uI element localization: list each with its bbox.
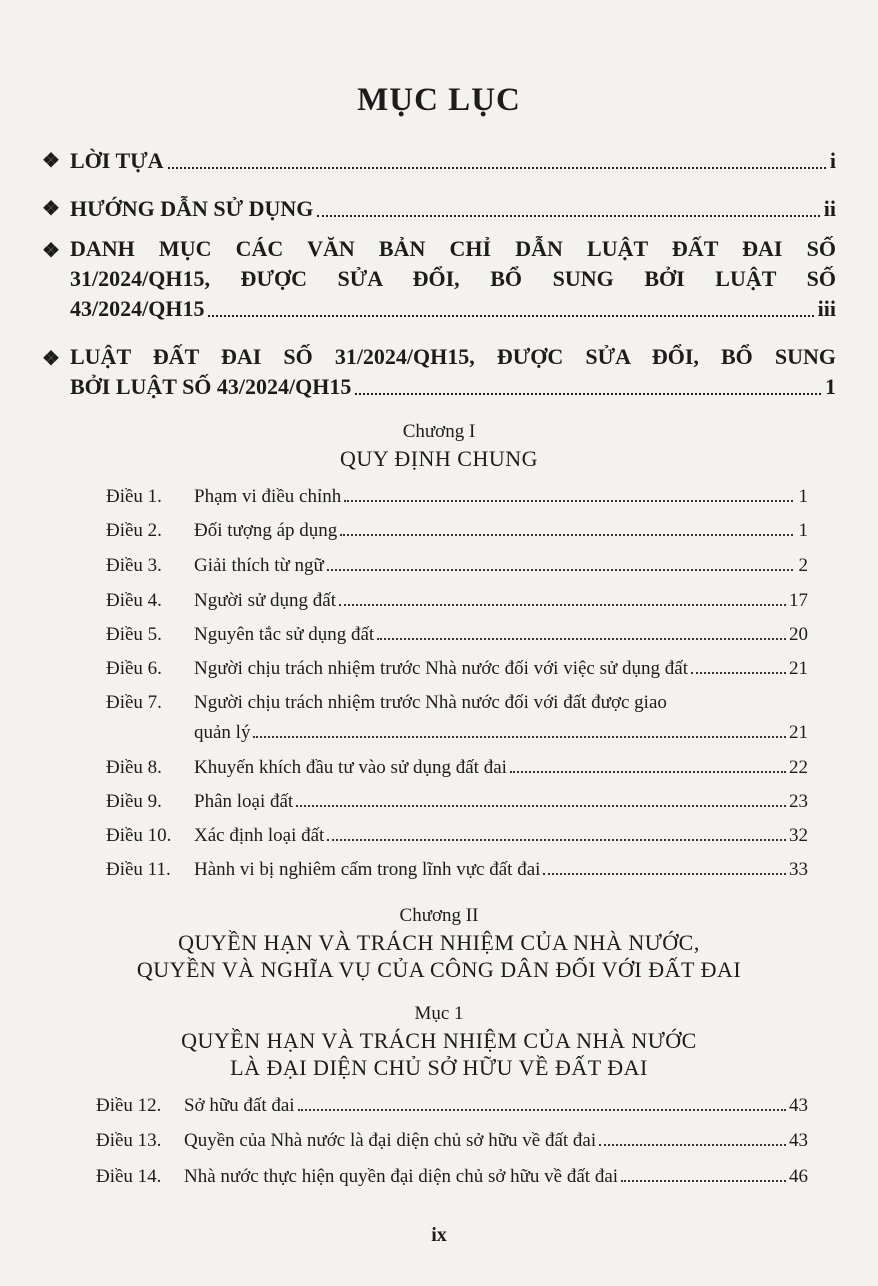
section-label: Mục 1 — [414, 1003, 464, 1024]
article-number: Điều 5. — [106, 624, 162, 645]
page-number: 2 — [798, 555, 808, 576]
leader-dots — [621, 1180, 786, 1182]
leader-dots — [253, 736, 786, 738]
leader-dots — [208, 315, 813, 317]
toc-entry[interactable] — [106, 486, 808, 508]
page-number: ii — [823, 196, 836, 221]
diamond-bullet-icon: ❖ — [42, 348, 60, 370]
toc-entry-luat[interactable] — [42, 342, 836, 402]
page-title: MỤC LỤC — [357, 82, 521, 118]
article-title: Nguyên tắc sử dụng đất — [194, 624, 375, 645]
article-title: Phạm vi điều chỉnh — [194, 486, 342, 507]
page-number: iii — [817, 296, 836, 321]
toc-entry-danh-muc[interactable] — [42, 234, 836, 324]
article-title: Khuyến khích đầu tư vào sử dụng đất đai — [194, 757, 507, 778]
page-number: 1 — [825, 374, 836, 399]
leader-dots — [543, 873, 786, 875]
chapter-label: Chương II — [399, 905, 479, 926]
section-title-line: LÀ ĐẠI DIỆN CHỦ SỞ HỮU VỀ ĐẤT ĐAI — [230, 1055, 648, 1080]
toc-entry-loi-tua[interactable]: ❖ LỜI TỰA i — [42, 146, 836, 176]
article-title: Người chịu trách nhiệm trước Nhà nước đối với việc sử dụng đất — [194, 658, 688, 679]
entry-line: 31/2024/QH15, ĐƯỢC SỬA ĐỔI, BỔ SUNG BỞI LUẬT SỐ — [70, 266, 836, 291]
page-number: 22 — [789, 757, 808, 778]
toc-entry[interactable] — [96, 1130, 808, 1152]
toc-entry[interactable] — [106, 555, 808, 577]
chapter-title: QUY ĐỊNH CHUNG — [339, 446, 539, 471]
entry-line: LUẬT ĐẤT ĐAI SỐ 31/2024/QH15, ĐƯỢC SỬA ĐỔI, BỔ SUNG — [70, 344, 836, 369]
article-title: Hành vi bị nghiêm cấm trong lĩnh vực đất đai — [194, 859, 541, 880]
chapter-label: Chương I — [402, 421, 476, 442]
toc-entry[interactable] — [106, 590, 808, 612]
section-title-line: QUYỀN HẠN VÀ TRÁCH NHIỆM CỦA NHÀ NƯỚC — [181, 1028, 697, 1053]
article-number: Điều 8. — [106, 757, 162, 778]
leader-dots — [599, 1144, 786, 1146]
page-number: 32 — [789, 825, 808, 846]
diamond-bullet-icon: ❖ — [42, 150, 60, 172]
entry-line: BỞI LUẬT SỐ 43/2024/QH15 — [70, 374, 352, 399]
page-number: 21 — [789, 722, 808, 743]
article-number: Điều 1. — [106, 486, 162, 507]
toc-entry[interactable] — [106, 658, 808, 680]
article-title: quản lý — [194, 722, 251, 743]
article-title: Đối tượng áp dụng — [194, 520, 338, 541]
leader-dots — [317, 215, 819, 217]
toc-entry[interactable] — [106, 859, 808, 881]
leader-dots — [327, 839, 786, 841]
article-number: Điều 4. — [106, 590, 162, 611]
toc-entry[interactable] — [106, 624, 808, 646]
leader-dots — [377, 638, 786, 640]
page-number: 20 — [789, 624, 808, 645]
leader-dots — [168, 167, 826, 169]
toc-entry[interactable] — [106, 520, 808, 542]
diamond-bullet-icon: ❖ — [42, 198, 60, 220]
chapter-title-line: QUYỀN VÀ NGHĨA VỤ CỦA CÔNG DÂN ĐỐI VỚI ĐẤT ĐAI — [136, 957, 742, 982]
leader-dots — [691, 672, 786, 674]
leader-dots — [327, 569, 793, 571]
leader-dots — [340, 534, 793, 536]
toc-entry[interactable] — [106, 757, 808, 779]
article-title: Nhà nước thực hiện quyền đại diện chủ sở hữu về đất đai — [184, 1166, 619, 1187]
section-heading — [0, 1000, 878, 1081]
diamond-bullet-icon: ❖ — [42, 240, 60, 262]
article-number: Điều 12. — [96, 1095, 162, 1116]
entry-line: 43/2024/QH15 — [70, 296, 205, 321]
article-number: Điều 11. — [106, 859, 171, 880]
page-number: 33 — [789, 859, 808, 880]
page-number: 1 — [798, 520, 808, 541]
article-title: Quyền của Nhà nước là đại diện chủ sở hữu về đất đai — [184, 1130, 597, 1151]
article-number: Điều 9. — [106, 791, 162, 812]
entry-line: DANH MỤC CÁC VĂN BẢN CHỈ DẪN LUẬT ĐẤT ĐAI SỐ — [70, 236, 836, 261]
article-title: Xác định loại đất — [194, 825, 325, 846]
leader-dots — [355, 393, 821, 395]
chapter-heading — [0, 418, 878, 472]
article-title: Người sử dụng đất — [194, 590, 336, 611]
leader-dots — [344, 500, 793, 502]
article-title: Giải thích từ ngữ — [194, 555, 324, 576]
chapter-heading — [0, 902, 878, 983]
article-number: Điều 2. — [106, 520, 162, 541]
page-number: 21 — [789, 658, 808, 679]
leader-dots — [298, 1109, 786, 1111]
leader-dots — [296, 805, 786, 807]
toc-entry[interactable] — [106, 692, 808, 714]
article-number: Điều 3. — [106, 555, 162, 576]
article-title: Phân loại đất — [194, 791, 294, 812]
page-number: 1 — [798, 486, 808, 507]
page-number: 43 — [789, 1130, 808, 1151]
page-number: i — [829, 148, 836, 173]
page-number: 43 — [789, 1095, 808, 1116]
toc-entry[interactable] — [106, 791, 808, 813]
toc-entry[interactable] — [106, 722, 808, 744]
article-number: Điều 10. — [106, 825, 172, 846]
folio-page-number: ix — [431, 1224, 447, 1246]
leader-dots — [510, 771, 786, 773]
leader-dots — [339, 604, 786, 606]
toc-entry[interactable] — [96, 1095, 808, 1117]
page-number: 46 — [789, 1166, 808, 1187]
article-number: Điều 14. — [96, 1166, 162, 1187]
toc-entry[interactable] — [106, 825, 808, 847]
article-title: Người chịu trách nhiệm trước Nhà nước đối với đất được giao — [194, 692, 667, 713]
chapter-title-line: QUYỀN HẠN VÀ TRÁCH NHIỆM CỦA NHÀ NƯỚC, — [178, 930, 700, 955]
article-number: Điều 6. — [106, 658, 162, 679]
article-title: Sở hữu đất đai — [184, 1095, 295, 1116]
page-number: 17 — [789, 590, 808, 611]
toc-entry[interactable] — [96, 1166, 808, 1188]
article-number: Điều 7. — [106, 692, 162, 713]
article-number: Điều 13. — [96, 1130, 162, 1151]
page-number: 23 — [789, 791, 808, 812]
toc-entry-huong-dan[interactable]: ❖ HƯỚNG DẪN SỬ DỤNG ii — [42, 194, 836, 224]
